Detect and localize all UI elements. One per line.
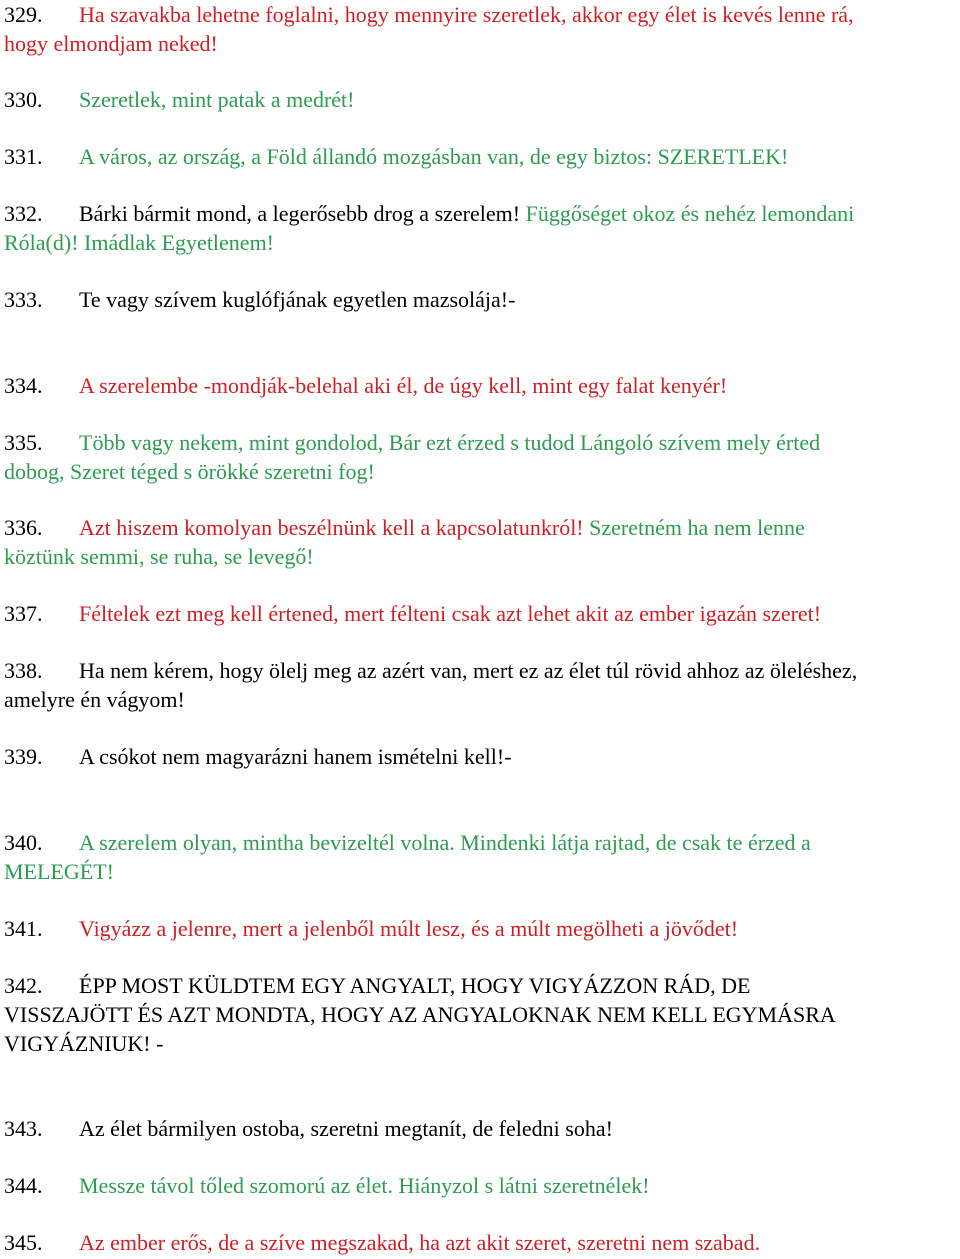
list-item	[4, 428, 960, 486]
item-text: Az élet bármilyen ostoba, szeretni megtanít, de feledni soha!	[79, 1116, 613, 1141]
list-item	[4, 513, 960, 571]
item-text: VIGYÁZNIUK! -	[4, 1031, 164, 1056]
list-item	[4, 914, 960, 943]
item-text: köztünk semmi, se ruha, se levegő!	[4, 544, 314, 569]
item-number: 334.	[4, 373, 43, 398]
item-number: 343.	[4, 1116, 43, 1141]
item-text: Róla(d)! Imádlak Egyetlenem!	[4, 230, 275, 255]
item-text: Azt hiszem komolyan beszélnünk kell a kapcsolatunkról!	[79, 515, 590, 540]
item-number: 342.	[4, 973, 43, 998]
list-item	[4, 142, 960, 171]
list-item	[4, 742, 960, 771]
list-item	[4, 1228, 960, 1257]
item-number: 335.	[4, 430, 43, 455]
item-text: MELEGÉT!	[4, 859, 114, 884]
item-text: A város, az ország, a Föld állandó mozgásban van, de egy biztos: SZERETLEK!	[79, 144, 789, 169]
list-item	[4, 828, 960, 886]
item-number: 336.	[4, 515, 43, 540]
item-number: 331.	[4, 144, 43, 169]
item-text: Több vagy nekem, mint gondolod, Bár ezt érzed s tudod Lángoló szívem mely érted	[79, 430, 821, 455]
list-item	[4, 1171, 960, 1200]
item-number: 329.	[4, 2, 43, 27]
item-text: Ha szavakba lehetne foglalni, hogy mennyire szeretlek, akkor egy élet is kevés lenne rá,	[79, 2, 854, 27]
item-text: Messze távol tőled szomorú az élet. Hiányzol s látni szeretnélek!	[79, 1173, 650, 1198]
list-item	[4, 285, 960, 314]
item-number: 345.	[4, 1230, 43, 1255]
list-item	[4, 599, 960, 628]
item-number: 338.	[4, 658, 43, 683]
item-text: Vigyázz a jelenre, mert a jelenből múlt lesz, és a múlt megölheti a jövődet!	[79, 916, 739, 941]
item-number: 340.	[4, 830, 43, 855]
item-text: A szerelem olyan, mintha bevizeltél volna. Mindenki látja rajtad, de csak te érzed a	[79, 830, 811, 855]
item-text: VISSZAJÖTT ÉS AZT MONDTA, HOGY AZ ANGYALOKNAK NEM KELL EGYMÁSRA	[4, 1002, 836, 1027]
item-number: 333.	[4, 287, 43, 312]
item-text: A szerelembe -mondják-belehal aki él, de úgy kell, mint egy falat kenyér!	[79, 373, 728, 398]
item-number: 337.	[4, 601, 43, 626]
list-item	[4, 199, 960, 257]
item-text: Szeretlek, mint patak a medrét!	[79, 87, 355, 112]
item-number: 332.	[4, 201, 43, 226]
item-text: Ha nem kérem, hogy ölelj meg az azért van, mert ez az élet túl rövid ahhoz az öleléshez,	[79, 658, 858, 683]
item-text: amelyre én vágyom!	[4, 687, 185, 712]
item-text: Függőséget okoz és nehéz lemondani	[525, 201, 855, 226]
item-text: ÉPP MOST KÜLDTEM EGY ANGYALT, HOGY VIGYÁZZON RÁD, DE	[79, 973, 751, 998]
item-number: 330.	[4, 87, 43, 112]
item-text: hogy elmondjam neked!	[4, 31, 218, 56]
item-text: Bárki bármit mond, a legerősebb drog a szerelem!	[79, 201, 526, 226]
list-item	[4, 0, 960, 58]
list-item	[4, 371, 960, 400]
item-text: Szeretném ha nem lenne	[589, 515, 805, 540]
item-number: 339.	[4, 744, 43, 769]
list-item	[4, 971, 960, 1058]
list-item	[4, 85, 960, 114]
item-number: 341.	[4, 916, 43, 941]
item-text: dobog, Szeret téged s örökké szeretni fog!	[4, 459, 375, 484]
item-text: Féltelek ezt meg kell értened, mert félteni csak azt lehet akit az ember igazán szeret!	[79, 601, 822, 626]
item-text: Te vagy szívem kuglófjának egyetlen mazsolája!-	[79, 287, 516, 312]
list-item	[4, 1114, 960, 1143]
item-text: A csókot nem magyarázni hanem ismételni kell!-	[79, 744, 512, 769]
item-number: 344.	[4, 1173, 43, 1198]
item-text: Az ember erős, de a szíve megszakad, ha azt akit szeret, szeretni nem szabad.	[79, 1230, 761, 1255]
list-item	[4, 656, 960, 714]
